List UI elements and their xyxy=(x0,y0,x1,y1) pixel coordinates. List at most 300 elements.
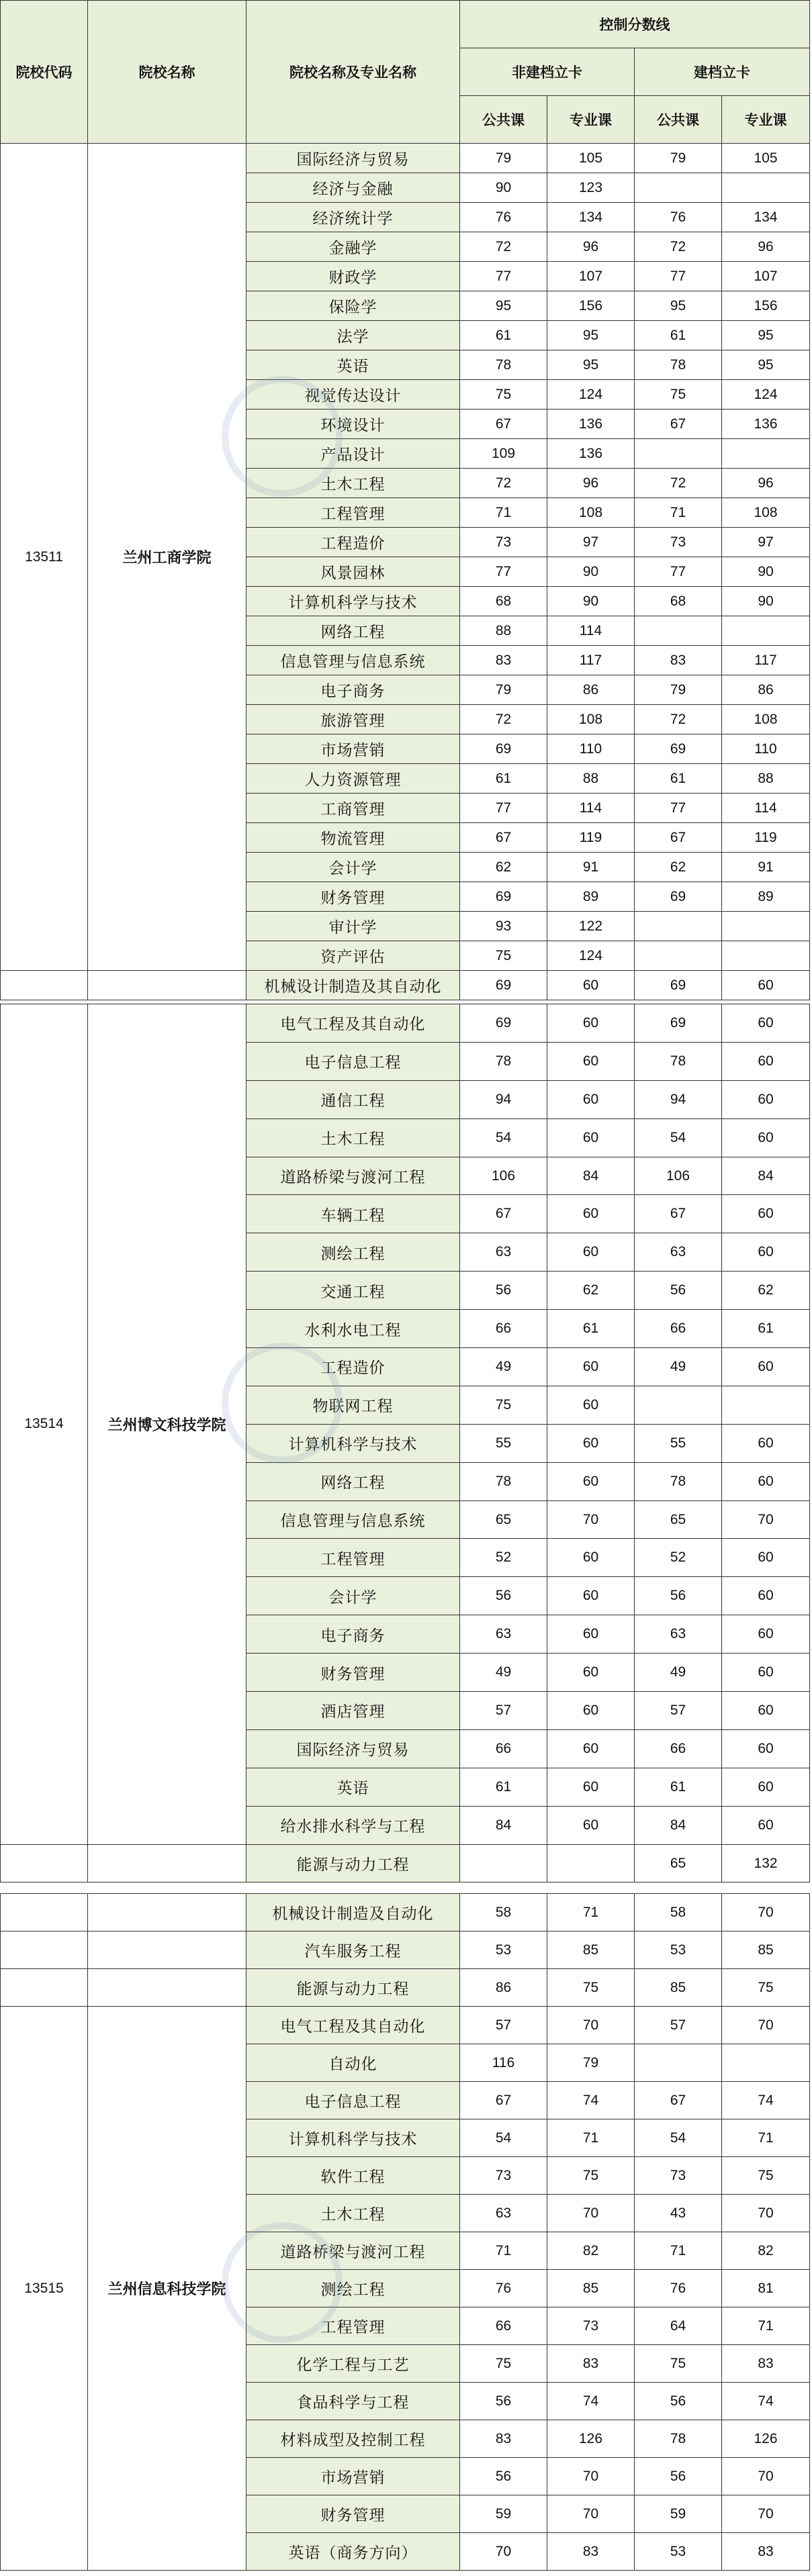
non-card-professional-score: 75 xyxy=(547,2157,635,2195)
card-public-score: 73 xyxy=(635,2157,722,2195)
major-name: 车辆工程 xyxy=(246,1195,460,1233)
card-public-score: 77 xyxy=(635,794,722,823)
non-card-professional-score: 60 xyxy=(547,1424,635,1462)
non-card-public-score: 56 xyxy=(460,1577,547,1615)
school-name: 兰州博文科技学院 xyxy=(88,1004,246,1845)
header-non-card: 非建档立卡 xyxy=(460,48,635,96)
card-public-score: 78 xyxy=(635,350,722,380)
card-public-score: 65 xyxy=(635,1844,722,1882)
non-card-professional-score: 60 xyxy=(547,1577,635,1615)
non-card-professional-score: 83 xyxy=(547,2533,635,2571)
card-professional-score: 85 xyxy=(722,1931,810,1969)
major-name: 市场营销 xyxy=(246,734,460,764)
major-name: 机械设计制造及自动化 xyxy=(246,1894,460,1931)
non-card-public-score: 61 xyxy=(460,764,547,794)
non-card-public-score: 88 xyxy=(460,616,547,646)
card-public-score: 67 xyxy=(635,1195,722,1233)
non-card-public-score: 53 xyxy=(460,1931,547,1969)
non-card-public-score: 55 xyxy=(460,1424,547,1462)
card-public-score: 61 xyxy=(635,764,722,794)
major-name: 工程造价 xyxy=(246,1348,460,1386)
non-card-public-score: 75 xyxy=(460,941,547,971)
major-name: 土木工程 xyxy=(246,469,460,498)
table-row xyxy=(1,1844,810,1882)
non-card-public-score: 71 xyxy=(460,2232,547,2270)
non-card-public-score: 70 xyxy=(460,2533,547,2571)
non-card-professional-score: 107 xyxy=(547,262,635,291)
card-public-score: 77 xyxy=(635,557,722,587)
major-name: 风景园林 xyxy=(246,557,460,587)
card-professional-score: 124 xyxy=(722,380,810,410)
non-card-public-score: 49 xyxy=(460,1654,547,1692)
card-public-score: 75 xyxy=(635,2345,722,2383)
card-professional-score: 70 xyxy=(722,2007,810,2044)
card-public-score xyxy=(635,2044,722,2082)
non-card-public-score: 63 xyxy=(460,2195,547,2232)
non-card-professional-score: 61 xyxy=(547,1310,635,1348)
card-professional-score: 114 xyxy=(722,794,810,823)
non-card-public-score: 61 xyxy=(460,321,547,350)
card-professional-score: 60 xyxy=(722,1577,810,1615)
card-professional-score: 60 xyxy=(722,1042,810,1080)
card-public-score: 56 xyxy=(635,1577,722,1615)
table-row xyxy=(1,1004,810,1043)
card-professional-score: 90 xyxy=(722,587,810,616)
major-name: 网络工程 xyxy=(246,1462,460,1500)
non-card-professional-score: 60 xyxy=(547,1806,635,1844)
card-public-score: 71 xyxy=(635,2232,722,2270)
non-card-public-score: 76 xyxy=(460,203,547,232)
card-professional-score: 126 xyxy=(722,2420,810,2458)
card-professional-score: 60 xyxy=(722,1118,810,1157)
non-card-professional-score: 95 xyxy=(547,350,635,380)
card-professional-score: 119 xyxy=(722,823,810,853)
major-name: 英语（商务方向） xyxy=(246,2533,460,2571)
card-professional-score: 60 xyxy=(722,1615,810,1654)
major-name: 经济统计学 xyxy=(246,203,460,232)
major-name: 能源与动力工程 xyxy=(246,1844,460,1882)
school-section-13511 xyxy=(0,143,810,1000)
major-name: 水利水电工程 xyxy=(246,1310,460,1348)
major-name: 网络工程 xyxy=(246,616,460,646)
non-card-public-score: 76 xyxy=(460,2270,547,2307)
card-public-score: 61 xyxy=(635,321,722,350)
empty-cell xyxy=(88,971,246,1000)
card-public-score: 69 xyxy=(635,882,722,912)
header-control-line: 控制分数线 xyxy=(460,1,810,48)
card-public-score: 53 xyxy=(635,2533,722,2571)
non-card-professional-score: 108 xyxy=(547,705,635,734)
non-card-public-score: 63 xyxy=(460,1615,547,1654)
non-card-public-score: 86 xyxy=(460,1969,547,2007)
card-professional-score: 70 xyxy=(722,1894,810,1931)
non-card-public-score: 73 xyxy=(460,528,547,557)
non-card-public-score: 73 xyxy=(460,2157,547,2195)
card-public-score: 69 xyxy=(635,734,722,764)
non-card-public-score: 79 xyxy=(460,144,547,173)
major-name: 英语 xyxy=(246,1768,460,1806)
major-name: 食品科学与工程 xyxy=(246,2383,460,2420)
non-card-public-score: 78 xyxy=(460,1462,547,1500)
major-name: 机械设计制造及其自动化 xyxy=(246,971,460,1000)
card-professional-score: 60 xyxy=(722,971,810,1000)
major-name: 金融学 xyxy=(246,232,460,262)
table-row xyxy=(1,2007,810,2044)
major-name: 电子信息工程 xyxy=(246,2082,460,2119)
card-professional-score: 75 xyxy=(722,1969,810,2007)
non-card-professional-score: 70 xyxy=(547,2458,635,2495)
non-card-professional-score: 60 xyxy=(547,1233,635,1272)
card-public-score: 76 xyxy=(635,203,722,232)
major-name: 酒店管理 xyxy=(246,1692,460,1730)
non-card-public-score: 69 xyxy=(460,971,547,1000)
card-professional-score: 117 xyxy=(722,646,810,675)
major-name: 视觉传达设计 xyxy=(246,380,460,410)
card-public-score: 79 xyxy=(635,675,722,705)
card-professional-score: 107 xyxy=(722,262,810,291)
card-public-score: 106 xyxy=(635,1157,722,1195)
header-public-1: 公共课 xyxy=(460,96,547,144)
card-professional-score: 84 xyxy=(722,1157,810,1195)
non-card-public-score: 61 xyxy=(460,1768,547,1806)
major-name: 环境设计 xyxy=(246,410,460,439)
card-public-score: 66 xyxy=(635,1310,722,1348)
card-professional-score: 60 xyxy=(722,1080,810,1118)
non-card-professional-score: 119 xyxy=(547,823,635,853)
major-name: 保险学 xyxy=(246,291,460,321)
major-name: 汽车服务工程 xyxy=(246,1931,460,1969)
non-card-public-score: 63 xyxy=(460,1233,547,1272)
non-card-public-score: 62 xyxy=(460,853,547,882)
non-card-public-score: 56 xyxy=(460,1272,547,1310)
non-card-public-score: 79 xyxy=(460,675,547,705)
non-card-public-score: 52 xyxy=(460,1539,547,1577)
non-card-public-score: 56 xyxy=(460,2383,547,2420)
card-professional-score xyxy=(722,1386,810,1424)
card-professional-score: 86 xyxy=(722,675,810,705)
card-professional-score: 105 xyxy=(722,144,810,173)
non-card-professional-score: 84 xyxy=(547,1157,635,1195)
card-professional-score xyxy=(722,616,810,646)
major-name: 会计学 xyxy=(246,853,460,882)
non-card-public-score: 58 xyxy=(460,1894,547,1931)
card-public-score: 75 xyxy=(635,380,722,410)
card-public-score: 49 xyxy=(635,1348,722,1386)
non-card-public-score: 109 xyxy=(460,439,547,469)
major-name: 财务管理 xyxy=(246,882,460,912)
major-name: 英语 xyxy=(246,350,460,380)
non-card-professional-score: 60 xyxy=(547,1539,635,1577)
empty-cell xyxy=(1,1894,88,1931)
major-name: 电子商务 xyxy=(246,1615,460,1654)
card-public-score: 72 xyxy=(635,469,722,498)
card-professional-score: 136 xyxy=(722,410,810,439)
non-card-public-score: 69 xyxy=(460,734,547,764)
non-card-professional-score: 124 xyxy=(547,941,635,971)
non-card-professional-score: 91 xyxy=(547,853,635,882)
non-card-professional-score: 110 xyxy=(547,734,635,764)
major-name: 道路桥梁与渡河工程 xyxy=(246,2232,460,2270)
card-professional-score: 60 xyxy=(722,1539,810,1577)
non-card-public-score: 56 xyxy=(460,2458,547,2495)
non-card-public-score: 75 xyxy=(460,380,547,410)
non-card-professional-score: 70 xyxy=(547,1500,635,1539)
card-public-score: 56 xyxy=(635,2383,722,2420)
non-card-public-score: 69 xyxy=(460,882,547,912)
major-name: 给水排水科学与工程 xyxy=(246,1806,460,1844)
non-card-professional-score: 79 xyxy=(547,2044,635,2082)
non-card-public-score: 57 xyxy=(460,1692,547,1730)
non-card-public-score: 77 xyxy=(460,262,547,291)
card-professional-score: 60 xyxy=(722,1195,810,1233)
card-professional-score: 134 xyxy=(722,203,810,232)
non-card-professional-score: 60 xyxy=(547,1386,635,1424)
card-public-score: 73 xyxy=(635,528,722,557)
non-card-public-score: 72 xyxy=(460,232,547,262)
header-prof-1: 专业课 xyxy=(547,96,635,144)
major-name: 财政学 xyxy=(246,262,460,291)
school-code: 13515 xyxy=(1,2007,88,2571)
table-row xyxy=(1,1894,810,1931)
card-professional-score: 97 xyxy=(722,528,810,557)
card-public-score: 43 xyxy=(635,2195,722,2232)
non-card-professional-score: 83 xyxy=(547,2345,635,2383)
non-card-professional-score: 96 xyxy=(547,232,635,262)
header-card: 建档立卡 xyxy=(635,48,810,96)
card-professional-score: 110 xyxy=(722,734,810,764)
card-public-score: 54 xyxy=(635,1118,722,1157)
non-card-professional-score: 74 xyxy=(547,2383,635,2420)
non-card-professional-score: 95 xyxy=(547,321,635,350)
card-professional-score xyxy=(722,912,810,941)
card-professional-score: 60 xyxy=(722,1806,810,1844)
major-name: 信息管理与信息系统 xyxy=(246,646,460,675)
empty-cell xyxy=(88,1931,246,1969)
non-card-public-score: 77 xyxy=(460,794,547,823)
non-card-public-score: 77 xyxy=(460,557,547,587)
card-public-score xyxy=(635,912,722,941)
header-prof-2: 专业课 xyxy=(722,96,810,144)
non-card-professional-score: 123 xyxy=(547,173,635,203)
major-name: 自动化 xyxy=(246,2044,460,2082)
major-name: 通信工程 xyxy=(246,1080,460,1118)
card-professional-score: 91 xyxy=(722,853,810,882)
card-public-score xyxy=(635,616,722,646)
card-professional-score: 60 xyxy=(722,1768,810,1806)
major-name: 工程管理 xyxy=(246,498,460,528)
non-card-public-score: 57 xyxy=(460,2007,547,2044)
card-professional-score: 60 xyxy=(722,1692,810,1730)
empty-cell xyxy=(1,971,88,1000)
non-card-public-score: 67 xyxy=(460,1195,547,1233)
card-professional-score: 70 xyxy=(722,2458,810,2495)
major-name: 物联网工程 xyxy=(246,1386,460,1424)
card-public-score: 78 xyxy=(635,1462,722,1500)
non-card-public-score: 75 xyxy=(460,2345,547,2383)
card-public-score: 64 xyxy=(635,2307,722,2345)
card-public-score: 85 xyxy=(635,1969,722,2007)
non-card-professional-score: 96 xyxy=(547,469,635,498)
major-name: 电子信息工程 xyxy=(246,1042,460,1080)
card-public-score: 83 xyxy=(635,646,722,675)
card-public-score: 53 xyxy=(635,1931,722,1969)
major-name: 计算机科学与技术 xyxy=(246,1424,460,1462)
card-public-score xyxy=(635,1386,722,1424)
card-public-score: 84 xyxy=(635,1806,722,1844)
major-name: 国际经济与贸易 xyxy=(246,144,460,173)
card-professional-score: 70 xyxy=(722,1500,810,1539)
card-professional-score: 95 xyxy=(722,321,810,350)
card-public-score: 59 xyxy=(635,2495,722,2533)
non-card-public-score: 66 xyxy=(460,1729,547,1768)
major-name: 材料成型及控制工程 xyxy=(246,2420,460,2458)
non-card-professional-score: 90 xyxy=(547,587,635,616)
non-card-public-score: 66 xyxy=(460,2307,547,2345)
non-card-professional-score: 74 xyxy=(547,2082,635,2119)
major-name: 工程管理 xyxy=(246,1539,460,1577)
card-public-score: 67 xyxy=(635,2082,722,2119)
school-code: 13514 xyxy=(1,1004,88,1845)
non-card-professional-score: 70 xyxy=(547,2495,635,2533)
card-public-score: 79 xyxy=(635,144,722,173)
card-professional-score: 60 xyxy=(722,1233,810,1272)
empty-cell xyxy=(1,1844,88,1882)
card-professional-score xyxy=(722,439,810,469)
card-professional-score: 81 xyxy=(722,2270,810,2307)
card-public-score: 77 xyxy=(635,262,722,291)
card-professional-score: 71 xyxy=(722,2307,810,2345)
non-card-professional-score: 60 xyxy=(547,1080,635,1118)
card-professional-score: 62 xyxy=(722,1272,810,1310)
non-card-public-score: 94 xyxy=(460,1080,547,1118)
card-professional-score: 74 xyxy=(722,2383,810,2420)
non-card-public-score: 72 xyxy=(460,705,547,734)
empty-cell xyxy=(88,1844,246,1882)
non-card-public-score: 54 xyxy=(460,1118,547,1157)
major-name: 土木工程 xyxy=(246,2195,460,2232)
major-name: 软件工程 xyxy=(246,2157,460,2195)
major-name: 国际经济与贸易 xyxy=(246,1729,460,1768)
major-name: 资产评估 xyxy=(246,941,460,971)
card-public-score: 55 xyxy=(635,1424,722,1462)
card-public-score: 56 xyxy=(635,2458,722,2495)
non-card-public-score: 49 xyxy=(460,1348,547,1386)
non-card-professional-score: 62 xyxy=(547,1272,635,1310)
empty-cell xyxy=(88,1894,246,1931)
non-card-public-score: 116 xyxy=(460,2044,547,2082)
non-card-professional-score: 114 xyxy=(547,616,635,646)
card-public-score: 95 xyxy=(635,291,722,321)
non-card-professional-score: 75 xyxy=(547,1969,635,2007)
card-public-score: 57 xyxy=(635,1692,722,1730)
non-card-professional-score: 97 xyxy=(547,528,635,557)
header-public-2: 公共课 xyxy=(635,96,722,144)
card-public-score xyxy=(635,439,722,469)
card-public-score: 67 xyxy=(635,410,722,439)
major-name: 人力资源管理 xyxy=(246,764,460,794)
non-card-public-score: 65 xyxy=(460,1500,547,1539)
table-header xyxy=(0,0,810,144)
non-card-public-score: 67 xyxy=(460,410,547,439)
card-professional-score: 70 xyxy=(722,2195,810,2232)
card-professional-score: 60 xyxy=(722,1424,810,1462)
table-row xyxy=(1,144,810,173)
non-card-public-score: 78 xyxy=(460,1042,547,1080)
school-code: 13511 xyxy=(1,144,88,971)
major-name: 能源与动力工程 xyxy=(246,1969,460,2007)
non-card-professional-score: 60 xyxy=(547,1768,635,1806)
major-name: 交通工程 xyxy=(246,1272,460,1310)
major-name: 工程造价 xyxy=(246,528,460,557)
non-card-public-score: 69 xyxy=(460,1004,547,1043)
card-public-score: 72 xyxy=(635,232,722,262)
card-public-score: 63 xyxy=(635,1233,722,1272)
major-name: 法学 xyxy=(246,321,460,350)
non-card-professional-score: 60 xyxy=(547,1004,635,1043)
major-name: 产品设计 xyxy=(246,439,460,469)
non-card-professional-score: 136 xyxy=(547,439,635,469)
non-card-public-score: 106 xyxy=(460,1157,547,1195)
major-name: 计算机科学与技术 xyxy=(246,587,460,616)
card-public-score: 69 xyxy=(635,1004,722,1043)
major-name: 会计学 xyxy=(246,1577,460,1615)
non-card-public-score: 59 xyxy=(460,2495,547,2533)
non-card-professional-score: 90 xyxy=(547,557,635,587)
non-card-professional-score: 60 xyxy=(547,1348,635,1386)
non-card-professional-score: 73 xyxy=(547,2307,635,2345)
card-professional-score: 96 xyxy=(722,232,810,262)
non-card-public-score: 78 xyxy=(460,350,547,380)
card-professional-score: 60 xyxy=(722,1462,810,1500)
header-major: 院校名称及专业名称 xyxy=(246,1,460,144)
card-professional-score: 75 xyxy=(722,2157,810,2195)
non-card-professional-score: 60 xyxy=(547,1615,635,1654)
major-name: 电气工程及其自动化 xyxy=(246,2007,460,2044)
non-card-professional-score: 71 xyxy=(547,1894,635,1931)
non-card-professional-score: 70 xyxy=(547,2195,635,2232)
major-name: 信息管理与信息系统 xyxy=(246,1500,460,1539)
non-card-professional-score: 108 xyxy=(547,498,635,528)
card-professional-score: 82 xyxy=(722,2232,810,2270)
non-card-professional-score: 88 xyxy=(547,764,635,794)
card-public-score: 49 xyxy=(635,1654,722,1692)
card-public-score: 67 xyxy=(635,823,722,853)
card-professional-score xyxy=(722,173,810,203)
major-name: 市场营销 xyxy=(246,2458,460,2495)
card-public-score: 57 xyxy=(635,2007,722,2044)
card-public-score: 66 xyxy=(635,1729,722,1768)
card-public-score: 52 xyxy=(635,1539,722,1577)
major-name: 工程管理 xyxy=(246,2307,460,2345)
non-card-public-score: 90 xyxy=(460,173,547,203)
card-public-score: 76 xyxy=(635,2270,722,2307)
card-professional-score: 70 xyxy=(722,2495,810,2533)
major-name: 工商管理 xyxy=(246,794,460,823)
major-name: 旅游管理 xyxy=(246,705,460,734)
card-professional-score: 89 xyxy=(722,882,810,912)
major-name: 经济与金融 xyxy=(246,173,460,203)
non-card-professional-score: 60 xyxy=(547,1195,635,1233)
card-public-score: 54 xyxy=(635,2119,722,2157)
card-public-score: 68 xyxy=(635,587,722,616)
non-card-professional-score: 71 xyxy=(547,2119,635,2157)
header-school: 院校名称 xyxy=(88,1,246,144)
non-card-professional-score: 86 xyxy=(547,675,635,705)
card-professional-score: 83 xyxy=(722,2345,810,2383)
card-professional-score: 88 xyxy=(722,764,810,794)
non-card-public-score: 83 xyxy=(460,646,547,675)
card-professional-score: 90 xyxy=(722,557,810,587)
